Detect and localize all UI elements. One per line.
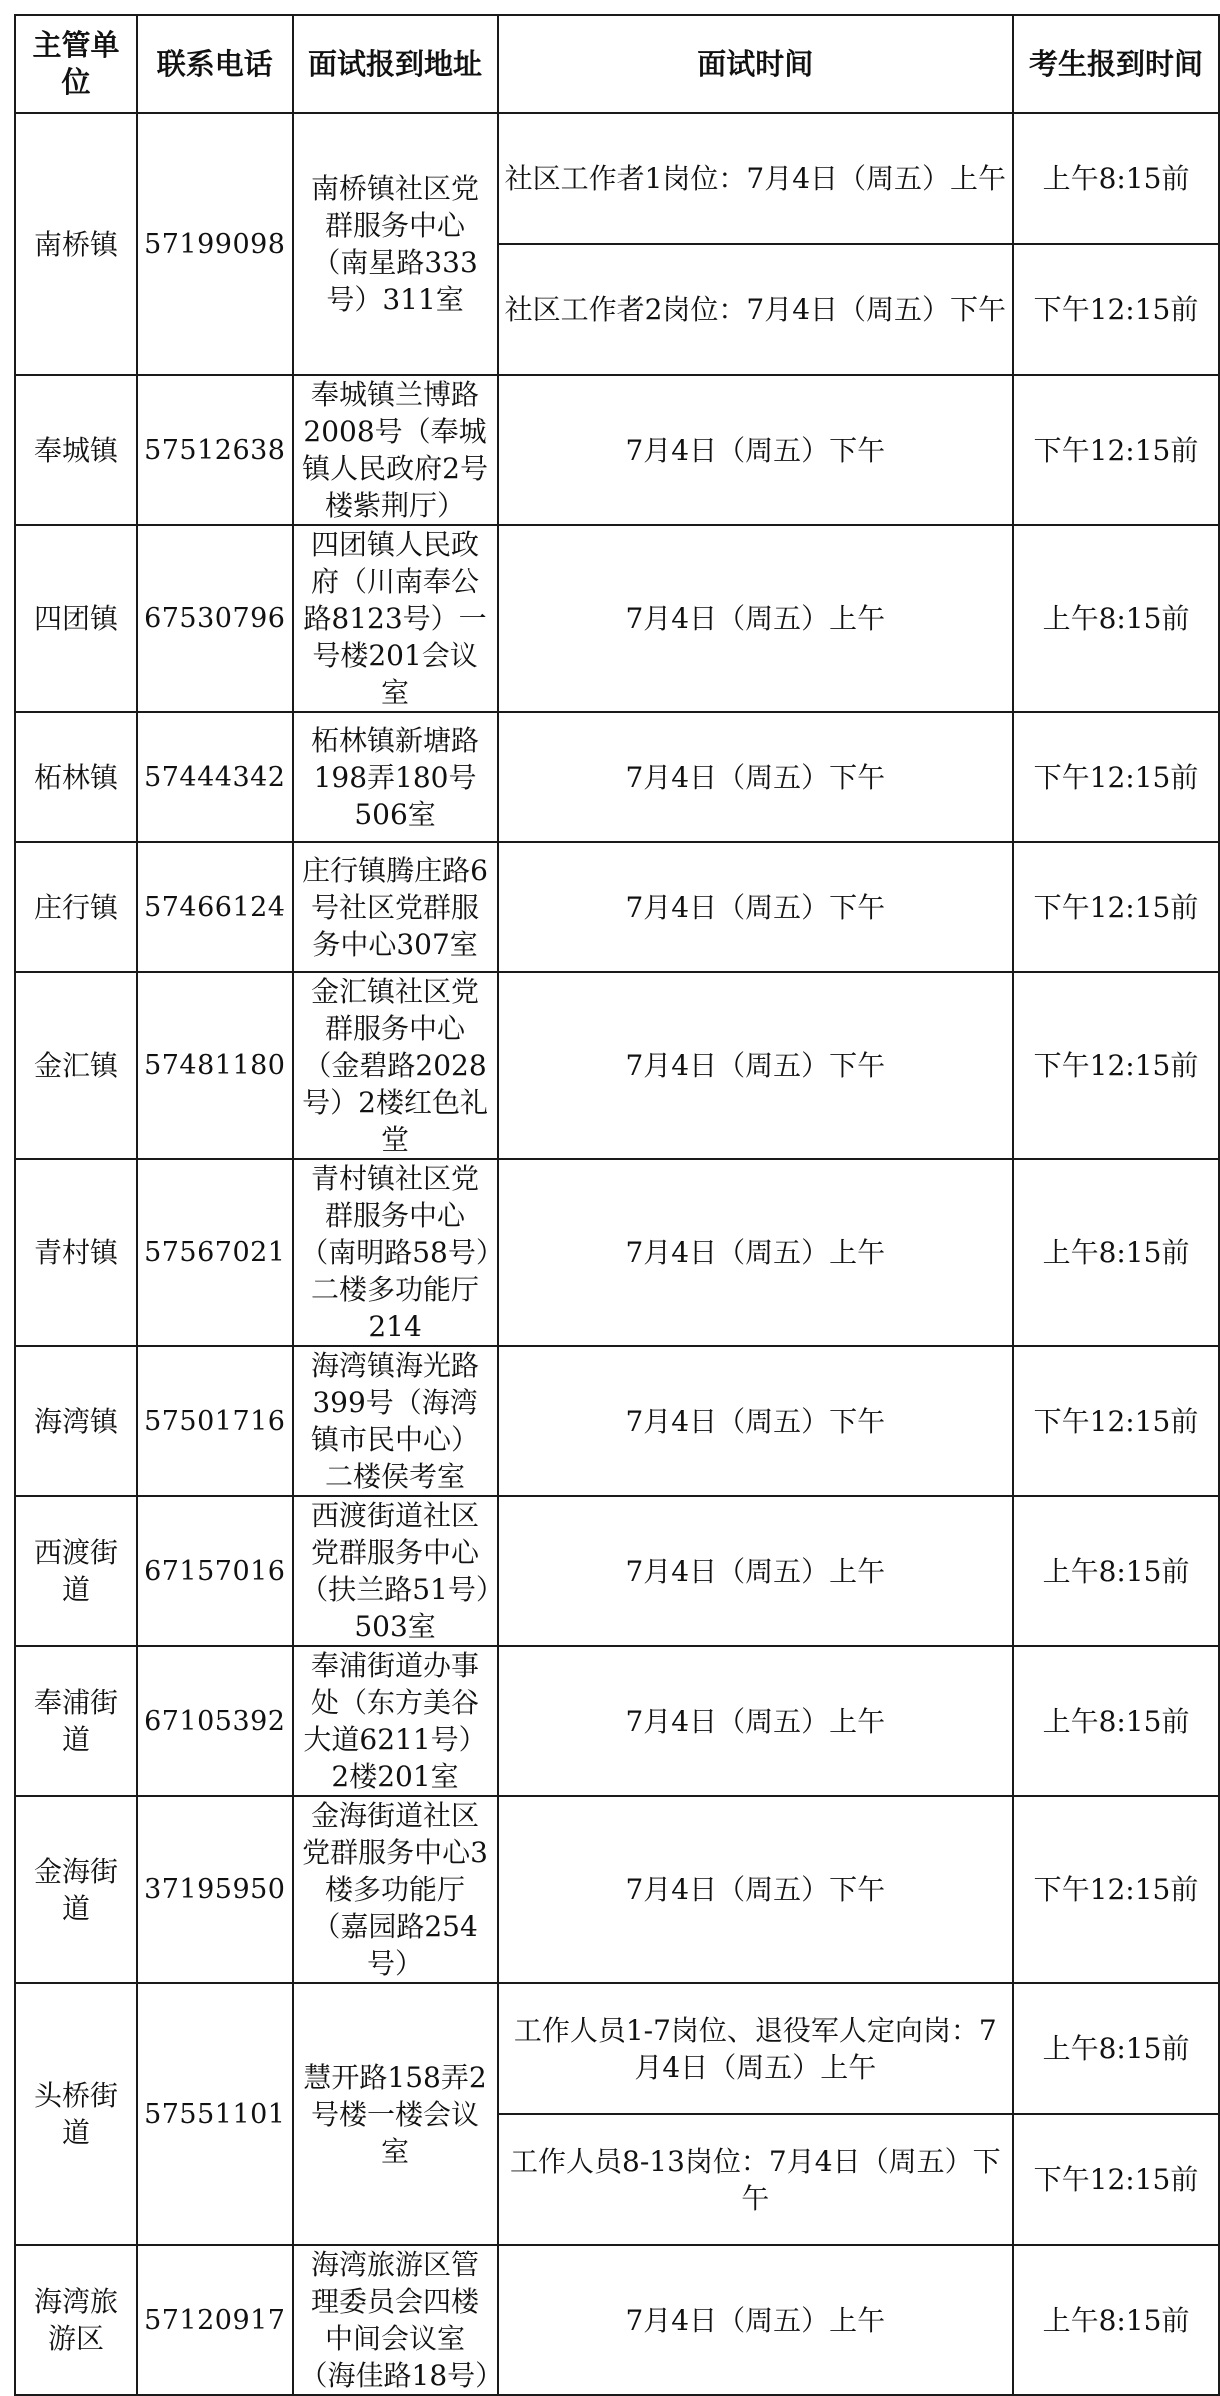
- header-interview-time: 面试时间: [498, 15, 1013, 113]
- interview-time-cell: 7月4日（周五）上午: [498, 525, 1013, 712]
- table-row: [15, 113, 1219, 244]
- unit-cell: 金汇镇: [15, 972, 137, 1159]
- unit-cell: 四团镇: [15, 525, 137, 712]
- tel-cell: 67105392: [137, 1646, 292, 1796]
- table-row: [15, 972, 1219, 1159]
- table-row: [15, 1983, 1219, 2114]
- table-row: [15, 712, 1219, 842]
- interview-time-cell: 7月4日（周五）上午: [498, 1646, 1013, 1796]
- report-time-cell: 下午12:15前: [1013, 2114, 1219, 2245]
- tel-cell: 57120917: [137, 2245, 292, 2395]
- report-time-cell: 上午8:15前: [1013, 1983, 1219, 2114]
- report-time-cell: 上午8:15前: [1013, 1496, 1219, 1646]
- interview-schedule-table: [14, 14, 1220, 2396]
- address-cell: 西渡街道社区党群服务中心（扶兰路51号）503室: [293, 1496, 498, 1646]
- unit-cell: 海湾镇: [15, 1346, 137, 1496]
- address-cell: 奉浦街道办事处（东方美谷大道6211号）2楼201室: [293, 1646, 498, 1796]
- address-cell: 金汇镇社区党群服务中心（金碧路2028号）2楼红色礼堂: [293, 972, 498, 1159]
- tel-cell: 57567021: [137, 1159, 292, 1346]
- address-cell: 海湾镇海光路399号（海湾镇市民中心）二楼侯考室: [293, 1346, 498, 1496]
- unit-cell: 头桥街道: [15, 1983, 137, 2245]
- address-cell: 四团镇人民政府（川南奉公路8123号）一号楼201会议室: [293, 525, 498, 712]
- address-cell: 庄行镇腾庄路6号社区党群服务中心307室: [293, 842, 498, 972]
- header-unit: 主管单位: [15, 15, 137, 113]
- address-cell: 青村镇社区党群服务中心（南明路58号）二楼多功能厅214: [293, 1159, 498, 1346]
- interview-time-cell: 工作人员1-7岗位、退役军人定向岗：7月4日（周五）上午: [498, 1983, 1013, 2114]
- unit-cell: 柘林镇: [15, 712, 137, 842]
- tel-cell: 57444342: [137, 712, 292, 842]
- unit-cell: 庄行镇: [15, 842, 137, 972]
- interview-time-cell: 7月4日（周五）下午: [498, 375, 1013, 525]
- address-cell: 南桥镇社区党群服务中心（南星路333号）311室: [293, 113, 498, 375]
- report-time-cell: 上午8:15前: [1013, 1646, 1219, 1796]
- tel-cell: 37195950: [137, 1796, 292, 1983]
- table-row: [15, 1646, 1219, 1796]
- interview-time-cell: 7月4日（周五）下午: [498, 842, 1013, 972]
- address-cell: 慧开路158弄2号楼一楼会议室: [293, 1983, 498, 2245]
- report-time-cell: 下午12:15前: [1013, 244, 1219, 375]
- unit-cell: 海湾旅游区: [15, 2245, 137, 2395]
- table-row: [15, 1159, 1219, 1346]
- report-time-cell: 下午12:15前: [1013, 712, 1219, 842]
- table-row: [15, 1796, 1219, 1983]
- header-address: 面试报到地址: [293, 15, 498, 113]
- tel-cell: 57551101: [137, 1983, 292, 2245]
- interview-time-cell: 社区工作者1岗位：7月4日（周五）上午: [498, 113, 1013, 244]
- interview-time-cell: 7月4日（周五）下午: [498, 712, 1013, 842]
- interview-time-cell: 社区工作者2岗位：7月4日（周五）下午: [498, 244, 1013, 375]
- unit-cell: 奉浦街道: [15, 1646, 137, 1796]
- report-time-cell: 下午12:15前: [1013, 972, 1219, 1159]
- tel-cell: 57199098: [137, 113, 292, 375]
- interview-time-cell: 工作人员8-13岗位：7月4日（周五）下午: [498, 2114, 1013, 2245]
- report-time-cell: 上午8:15前: [1013, 525, 1219, 712]
- report-time-cell: 下午12:15前: [1013, 1796, 1219, 1983]
- unit-cell: 金海街道: [15, 1796, 137, 1983]
- report-time-cell: 下午12:15前: [1013, 842, 1219, 972]
- address-cell: 奉城镇兰博路2008号（奉城镇人民政府2号楼紫荆厅）: [293, 375, 498, 525]
- table-row: [15, 842, 1219, 972]
- report-time-cell: 上午8:15前: [1013, 113, 1219, 244]
- tel-cell: 57481180: [137, 972, 292, 1159]
- table-row: [15, 2245, 1219, 2395]
- report-time-cell: 下午12:15前: [1013, 375, 1219, 525]
- report-time-cell: 上午8:15前: [1013, 2245, 1219, 2395]
- address-cell: 金海街道社区党群服务中心3楼多功能厅（嘉园路254号）: [293, 1796, 498, 1983]
- interview-time-cell: 7月4日（周五）下午: [498, 1796, 1013, 1983]
- table-row: [15, 1496, 1219, 1646]
- header-report-time: 考生报到时间: [1013, 15, 1219, 113]
- unit-cell: 西渡街道: [15, 1496, 137, 1646]
- report-time-cell: 下午12:15前: [1013, 1346, 1219, 1496]
- table-row: [15, 525, 1219, 712]
- unit-cell: 南桥镇: [15, 113, 137, 375]
- table-row: [15, 375, 1219, 525]
- header-row: [15, 15, 1219, 113]
- tel-cell: 57466124: [137, 842, 292, 972]
- address-cell: 柘林镇新塘路198弄180号506室: [293, 712, 498, 842]
- tel-cell: 57512638: [137, 375, 292, 525]
- address-cell: 海湾旅游区管理委员会四楼中间会议室（海佳路18号）: [293, 2245, 498, 2395]
- interview-time-cell: 7月4日（周五）上午: [498, 1159, 1013, 1346]
- tel-cell: 67530796: [137, 525, 292, 712]
- tel-cell: 57501716: [137, 1346, 292, 1496]
- report-time-cell: 上午8:15前: [1013, 1159, 1219, 1346]
- unit-cell: 奉城镇: [15, 375, 137, 525]
- interview-time-cell: 7月4日（周五）下午: [498, 972, 1013, 1159]
- interview-time-cell: 7月4日（周五）下午: [498, 1346, 1013, 1496]
- table-row: [15, 1346, 1219, 1496]
- unit-cell: 青村镇: [15, 1159, 137, 1346]
- interview-time-cell: 7月4日（周五）上午: [498, 1496, 1013, 1646]
- header-tel: 联系电话: [137, 15, 292, 113]
- interview-time-cell: 7月4日（周五）上午: [498, 2245, 1013, 2395]
- tel-cell: 67157016: [137, 1496, 292, 1646]
